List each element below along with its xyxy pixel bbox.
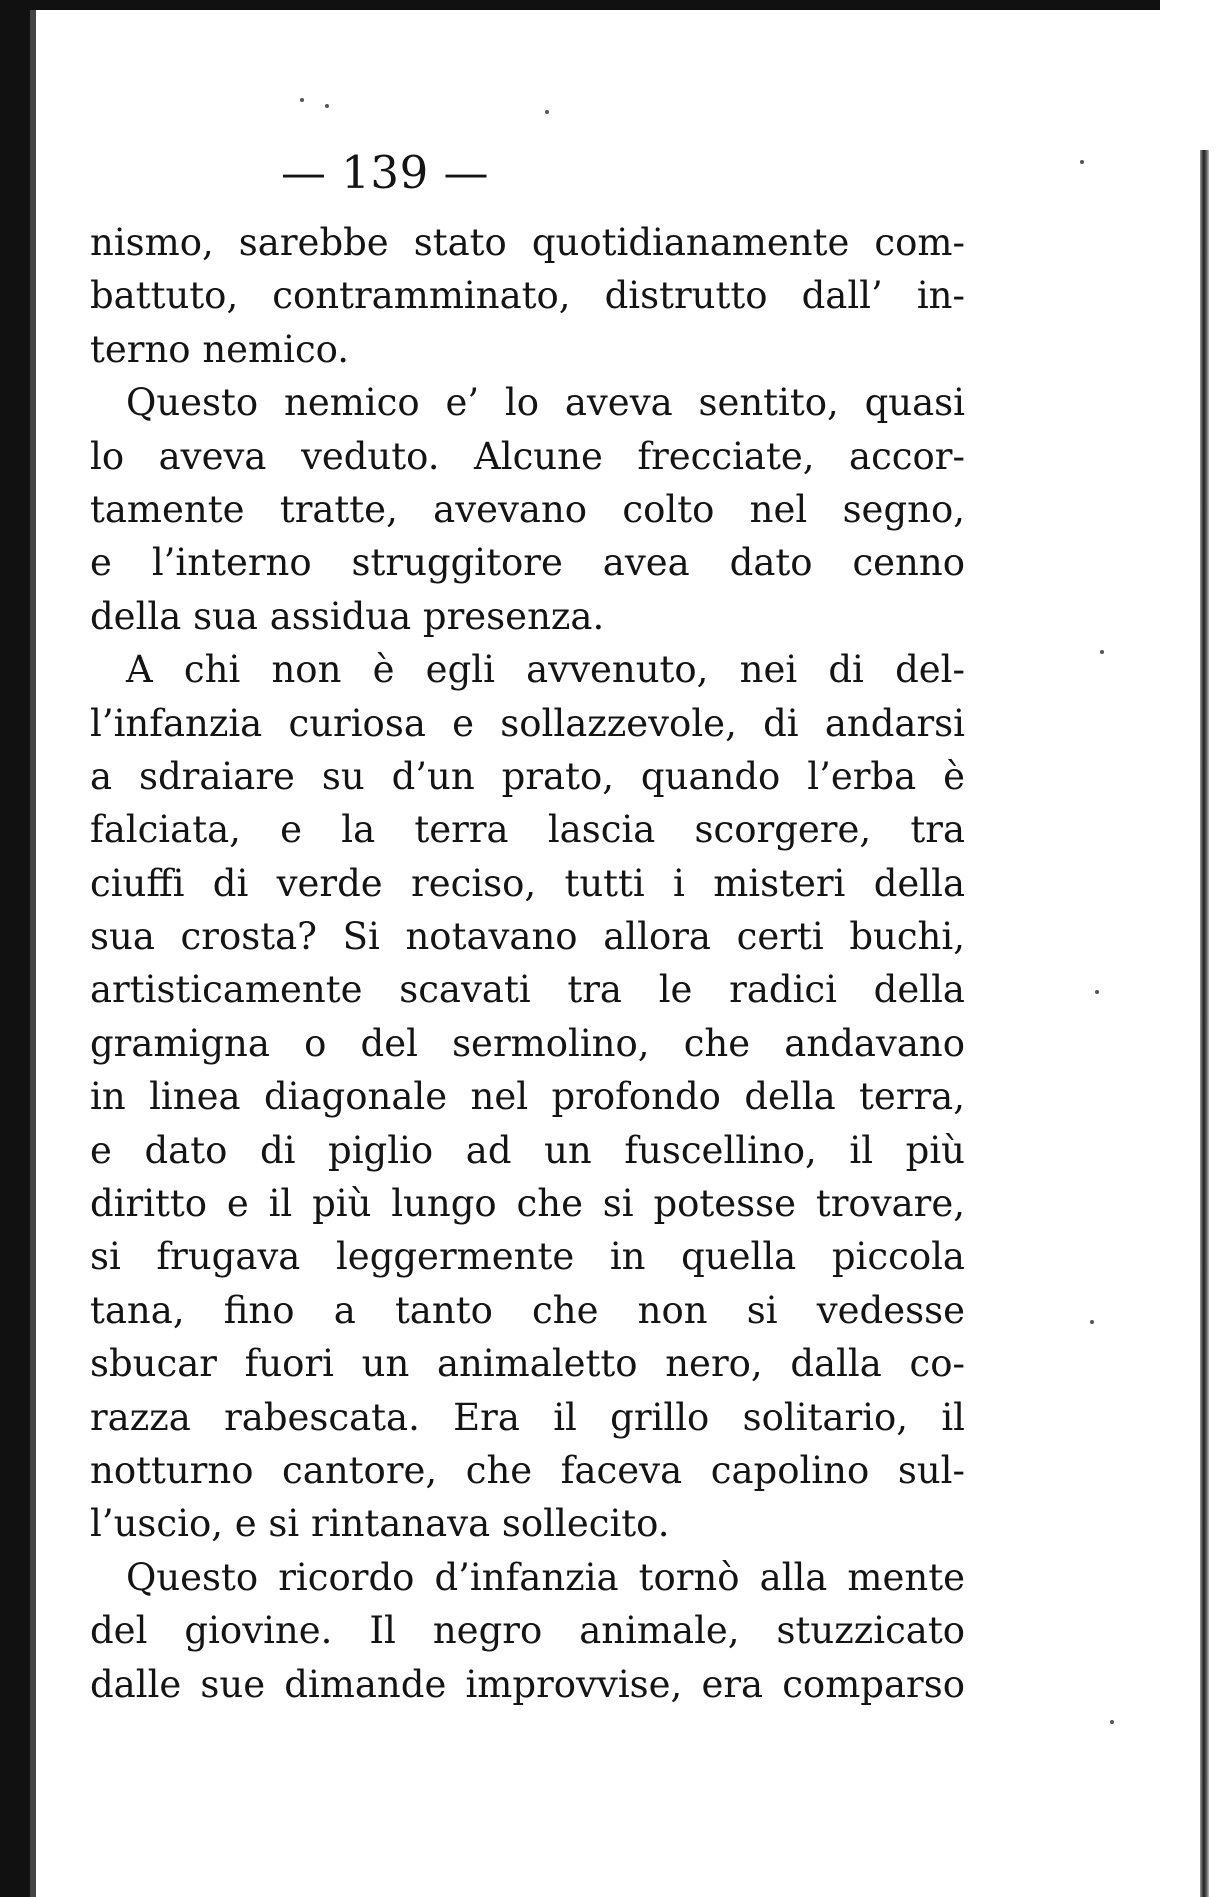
- speck: [300, 98, 304, 102]
- text-line: falciata, e la terra lascia scorgere, tra: [90, 808, 965, 852]
- scan-top-edge: [0, 0, 1160, 10]
- speck: [1095, 990, 1099, 994]
- text-line: e dato di piglio ad un fuscellino, il più: [90, 1128, 965, 1172]
- text-line: Questo nemico e’ lo aveva sentito, quasi: [126, 381, 965, 425]
- text-line: terno nemico.: [90, 327, 350, 371]
- text-line: sua crosta? Si notavano allora certi buchi,: [90, 915, 965, 959]
- text-line: a sdraiare su d’un prato, quando l’erba è: [90, 754, 965, 798]
- text-line: l’infanzia curiosa e sollazzevole, di andarsi: [90, 701, 965, 745]
- text-line: nismo, sarebbe stato quotidianamente com-: [90, 221, 965, 264]
- text-line: sbucar fuori un animaletto nero, dalla co-: [90, 1342, 965, 1386]
- text-line: e l’interno struggitore avea dato cenno: [90, 541, 965, 585]
- text-line: razza rabescata. Era il grillo solitario, il: [90, 1395, 965, 1439]
- text-line: tana, fino a tanto che non si vedesse: [90, 1288, 965, 1332]
- body-text: [90, 216, 965, 1711]
- text-line: lo aveva veduto. Alcune frecciate, accor-: [90, 434, 965, 478]
- scan-right-edge: [1200, 150, 1209, 1897]
- text-line: A chi non è egli avvenuto, nei di del-: [126, 648, 965, 692]
- text-line: l’uscio, e si rintanava sollecito.: [90, 1502, 670, 1546]
- speck: [1080, 160, 1084, 164]
- text-line: del giovine. Il negro animale, stuzzicato: [90, 1609, 965, 1653]
- speck: [1100, 650, 1104, 654]
- speck: [1110, 1720, 1114, 1724]
- text-line: Questo ricordo d’infanzia tornò alla mente: [126, 1555, 965, 1599]
- text-line: diritto e il più lungo che si potesse trovare,: [90, 1182, 965, 1226]
- text-line: battuto, contramminato, distrutto dall’ in-: [90, 274, 965, 318]
- page-number: — 139 —: [281, 146, 489, 199]
- text-line: si frugava leggermente in quella piccola: [90, 1235, 965, 1279]
- text-line: in linea diagonale nel profondo della terra,: [90, 1075, 965, 1119]
- scan-left-edge: [0, 0, 30, 1897]
- text-line: ciuffi di verde reciso, tutti i misteri della: [90, 861, 965, 905]
- scan-left-inner-edge: [30, 10, 36, 1897]
- speck: [325, 104, 329, 108]
- text-line: dalle sue dimande improvvise, era comparso: [90, 1662, 965, 1706]
- text-line: notturno cantore, che faceva capolino sul-: [90, 1448, 965, 1492]
- text-line: della sua assidua presenza.: [90, 594, 605, 638]
- speck: [545, 110, 549, 114]
- speck: [1090, 1320, 1094, 1324]
- text-line: tamente tratte, avevano colto nel segno,: [90, 487, 965, 531]
- text-line: artisticamente scavati tra le radici della: [90, 968, 965, 1012]
- text-line: gramigna o del sermolino, che andavano: [90, 1021, 965, 1065]
